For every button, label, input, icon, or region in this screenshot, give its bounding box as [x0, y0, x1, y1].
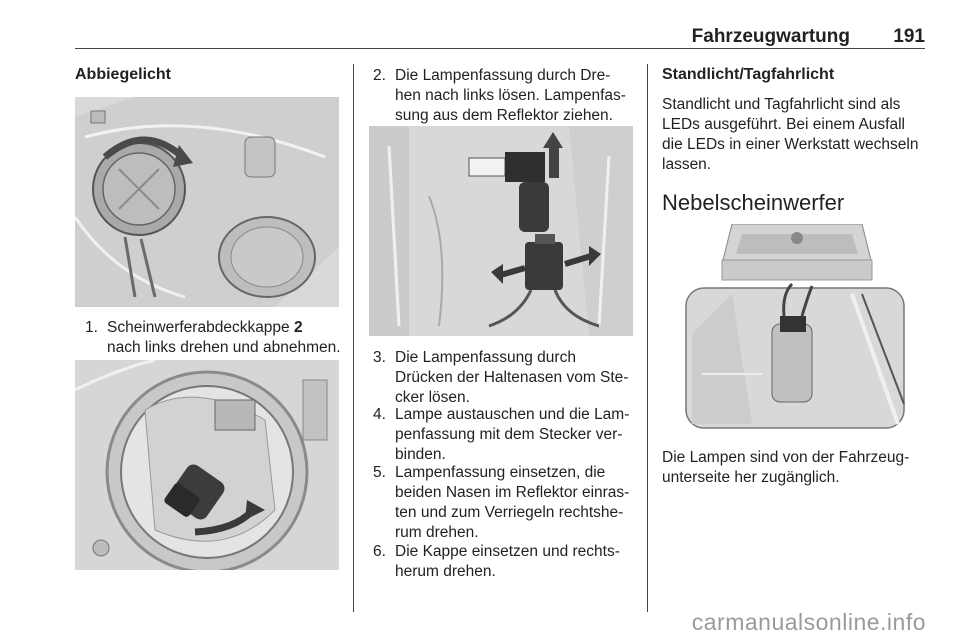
step-text [395, 66, 626, 126]
step-text [395, 405, 629, 465]
step-text-line: Die Lampenfassung durch [395, 349, 576, 366]
paragraph-line: Standlicht und Tagfahrlicht sind als [662, 96, 901, 113]
illustration-fog-lamp [662, 224, 926, 434]
page-number: 191 [893, 26, 925, 47]
step-4 [373, 405, 635, 465]
illustration-lamp-socket [75, 360, 339, 570]
step-6 [373, 542, 635, 582]
illustration-bulb-removal [369, 126, 633, 336]
paragraph-line: LEDs ausgeführt. Bei einem Ausfall [662, 116, 905, 133]
step-text [107, 318, 341, 358]
step-number: 1. [85, 319, 98, 336]
step-text [395, 542, 620, 582]
step-text-line: Lampenfassung einsetzen, die [395, 464, 606, 481]
step-text-line: Drücken der Haltenasen vom Ste- [395, 369, 629, 386]
step-text-bold: 2 [293, 319, 303, 336]
step-number: 4. [373, 406, 386, 423]
step-2 [373, 66, 635, 126]
step-text-line: hen nach links lösen. Lampenfas- [395, 87, 626, 104]
paragraph-line: die LEDs in einer Werkstatt wechseln [662, 136, 919, 153]
step-text [395, 463, 629, 543]
step-text-line: ten und zum Verriegeln rechtshe- [395, 504, 624, 521]
column-divider-right [647, 64, 648, 612]
step-text-line: nach links drehen und abnehmen. [107, 339, 341, 356]
step-number: 5. [373, 464, 386, 481]
step-text-line: Die Lampenfassung durch Dre- [395, 67, 611, 84]
step-text-line: binden. [395, 446, 446, 463]
nebelscheinwerfer-paragraph [662, 448, 932, 488]
step-number: 2. [373, 67, 386, 84]
step-text [395, 348, 628, 408]
step-text-line: rum drehen. [395, 524, 479, 541]
watermark: carmanualsonline.info [691, 609, 926, 635]
step-text-line: beiden Nasen im Reflektor einras- [395, 484, 630, 501]
paragraph-line: unterseite her zugänglich. [662, 469, 840, 486]
step-text-line: Die Kappe einsetzen und rechts- [395, 543, 620, 560]
section-title-abbiegelicht: Abbiegelicht [75, 66, 172, 83]
paragraph-line: lassen. [662, 156, 712, 173]
section-title-standlicht: Standlicht/Tagfahrlicht [662, 66, 835, 83]
step-number: 6. [373, 543, 386, 560]
illustration-headlamp-cap [75, 97, 339, 307]
step-5 [373, 463, 635, 543]
step-3 [373, 348, 635, 408]
column-divider-left [353, 64, 354, 612]
step-text-line: Lampe austauschen und die Lam- [395, 406, 630, 423]
page-header [75, 26, 925, 49]
step-1 [85, 318, 345, 358]
heading-nebelscheinwerfer: Nebelscheinwerfer [662, 190, 845, 215]
standlicht-paragraph [662, 95, 932, 175]
header-title: Fahrzeugwartung [691, 26, 850, 47]
step-text-line: herum drehen. [395, 563, 496, 580]
step-text-line: sung aus dem Reflektor ziehen. [395, 107, 613, 124]
step-text-line: Scheinwerferabdeckkappe [107, 319, 290, 336]
step-text-line: penfassung mit dem Stecker ver- [395, 426, 623, 443]
paragraph-line: Die Lampen sind von der Fahrzeug- [662, 449, 910, 466]
step-number: 3. [373, 349, 386, 366]
step-text-line: cker lösen. [395, 389, 470, 406]
